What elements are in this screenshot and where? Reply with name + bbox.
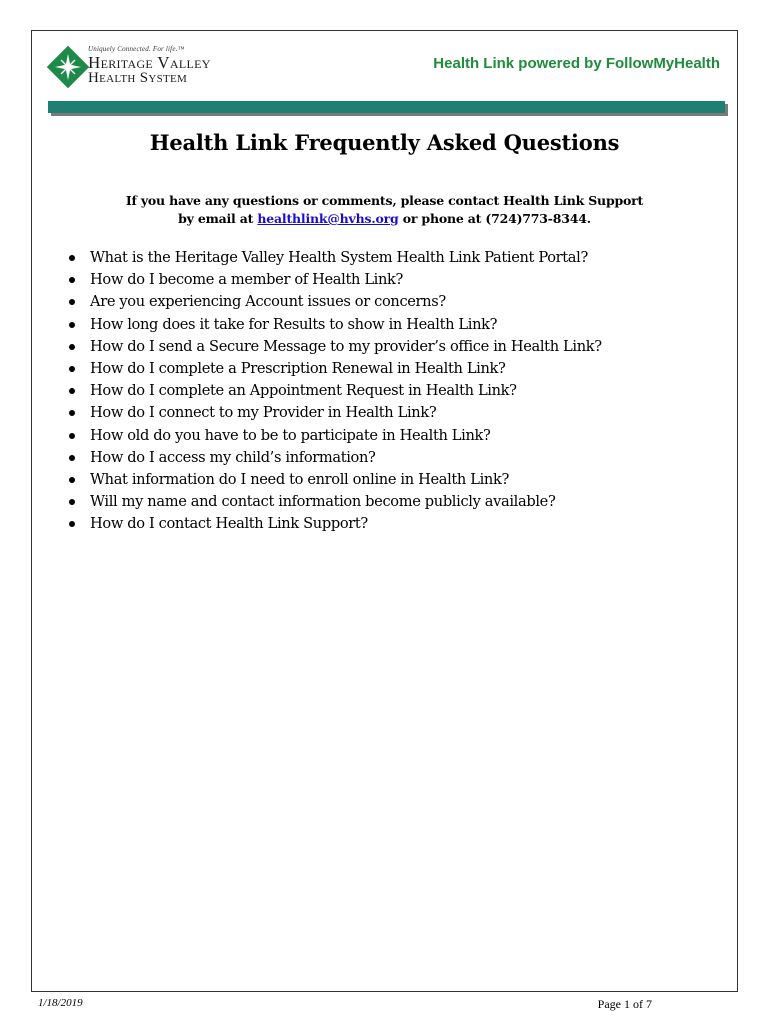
faq-question: How do I become a member of Health Link? [90,271,403,289]
faq-question: How do I connect to my Provider in Health Link? [90,404,437,422]
faq-item [66,469,602,491]
header-band [48,101,725,113]
footer-page-number: Page 1 of 7 [597,997,652,1011]
bullet-icon [69,433,75,439]
faq-item [66,291,602,313]
powered-by-label: Health Link powered by FollowMyHealth [433,55,720,72]
bullet-icon [69,322,75,328]
support-email-link[interactable]: healthlink@hvhs.org [257,211,399,226]
bullet-icon [69,299,75,305]
faq-question: How do I access my child’s information? [90,448,376,466]
faq-item [66,491,602,513]
bullet-icon [69,477,75,483]
logo-line-1: Heritage Valley [88,53,211,72]
bullet-icon [69,366,75,372]
contact-line-2 [31,210,738,228]
faq-question: Will my name and contact information become publicly available? [90,493,556,511]
faq-list [66,247,602,536]
faq-question: How do I complete an Appointment Request in Health Link? [90,382,517,400]
footer-date: 1/18/2019 [38,997,83,1009]
faq-question: How old do you have to be to participate in Health Link? [90,426,491,444]
contact-info [31,192,738,228]
faq-question: How do I send a Secure Message to my provider’s office in Health Link? [90,337,602,355]
logo-tagline: Uniquely Connected. For life.™ [88,45,185,53]
faq-question: What is the Heritage Valley Health System Health Link Patient Portal? [90,249,588,266]
bullet-icon [69,388,75,394]
logo-line-2: Health System [88,70,188,86]
faq-item [66,358,602,380]
faq-item [66,336,602,358]
logo-wordmark [88,45,211,86]
faq-question: How long does it take for Results to show in Health Link? [90,315,498,333]
faq-item [66,314,602,336]
faq-question: How do I contact Health Link Support? [90,515,368,533]
bullet-icon [69,521,75,527]
faq-item [66,447,602,469]
faq-item [66,380,602,402]
faq-question: How do I complete a Prescription Renewal in Health Link? [90,360,506,378]
faq-item [66,513,602,535]
bullet-icon [69,455,75,461]
contact-phone-suffix: or phone at (724)773-8344. [398,211,591,226]
bullet-icon [69,255,75,261]
contact-line-1: If you have any questions or comments, please contact Health Link Support [125,193,644,208]
faq-item [66,425,602,447]
bullet-icon [69,499,75,505]
faq-item [66,402,602,424]
bullet-icon [69,344,75,350]
faq-question: Are you experiencing Account issues or concerns? [90,293,446,311]
contact-email-prefix: by email at [178,211,258,226]
bullet-icon [69,410,75,416]
bullet-icon [69,277,75,283]
faq-item [66,247,602,269]
faq-question: What information do I need to enroll online in Health Link? [90,471,509,489]
faq-item [66,269,602,291]
page-title: Health Link Frequently Asked Questions [149,130,620,155]
